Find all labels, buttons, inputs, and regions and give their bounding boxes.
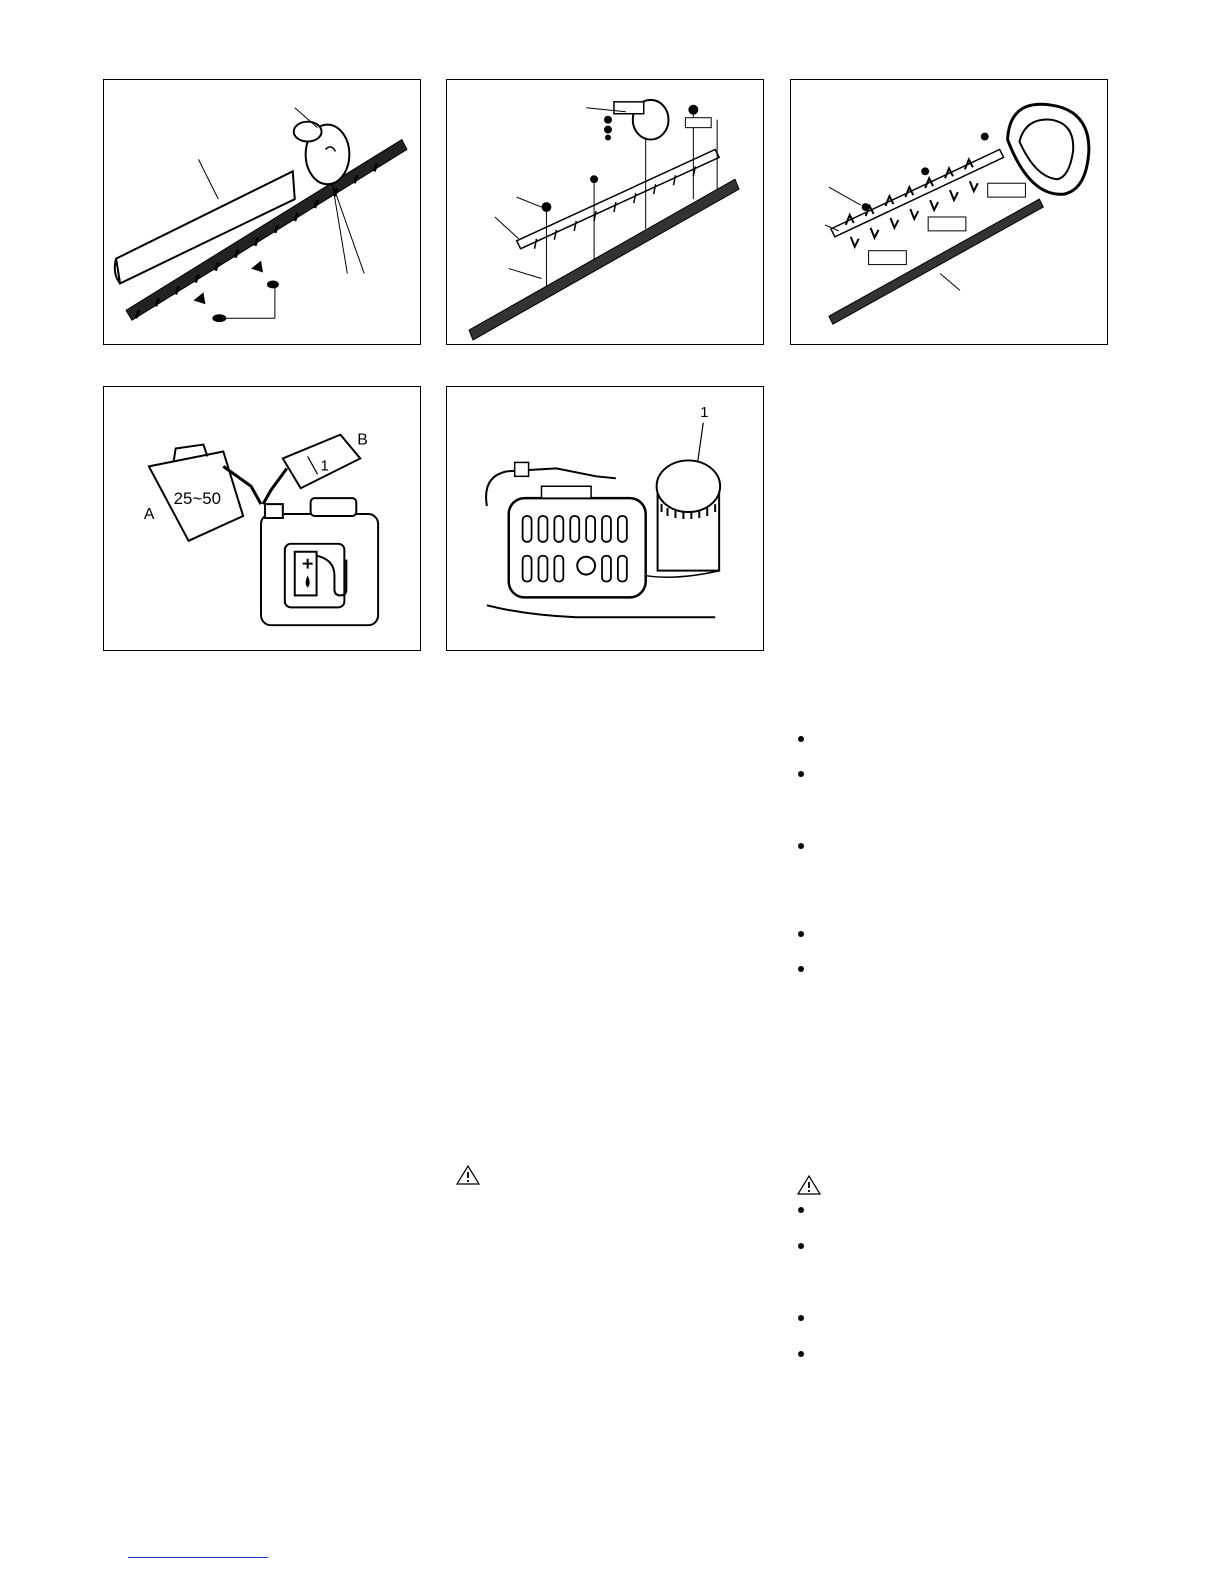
figure-engine (446, 386, 764, 651)
warning-triangle-icon (455, 1164, 481, 1186)
bullet-point (798, 1243, 804, 1249)
callout-number: 1 (700, 404, 709, 421)
bullet-point (798, 1315, 804, 1321)
label-b: B (357, 431, 368, 449)
ratio-label: 25~50 (173, 489, 222, 509)
figure-blade-assembly (790, 79, 1108, 345)
bullet-point (798, 771, 804, 777)
blade-exploded-illustration (447, 80, 763, 344)
warning-triangle-icon (796, 1174, 822, 1196)
bottle-mark: 1 (320, 458, 329, 475)
footer-link-underline[interactable] (128, 1557, 268, 1558)
bullet-point (798, 1351, 804, 1357)
bullet-point (798, 736, 804, 742)
figure-fuel-mixing (103, 386, 421, 651)
bullet-point (798, 931, 804, 937)
bullet-point (798, 1207, 804, 1213)
figure-blade-exploded (446, 79, 764, 345)
blade-guard-illustration (104, 80, 420, 344)
fuel-mixing-illustration (104, 387, 420, 650)
bullet-point (798, 966, 804, 972)
label-a: A (143, 505, 155, 523)
figure-blade-guard (103, 79, 421, 345)
bullet-point (798, 843, 804, 849)
engine-illustration (447, 387, 763, 650)
blade-assembly-illustration (791, 80, 1107, 344)
